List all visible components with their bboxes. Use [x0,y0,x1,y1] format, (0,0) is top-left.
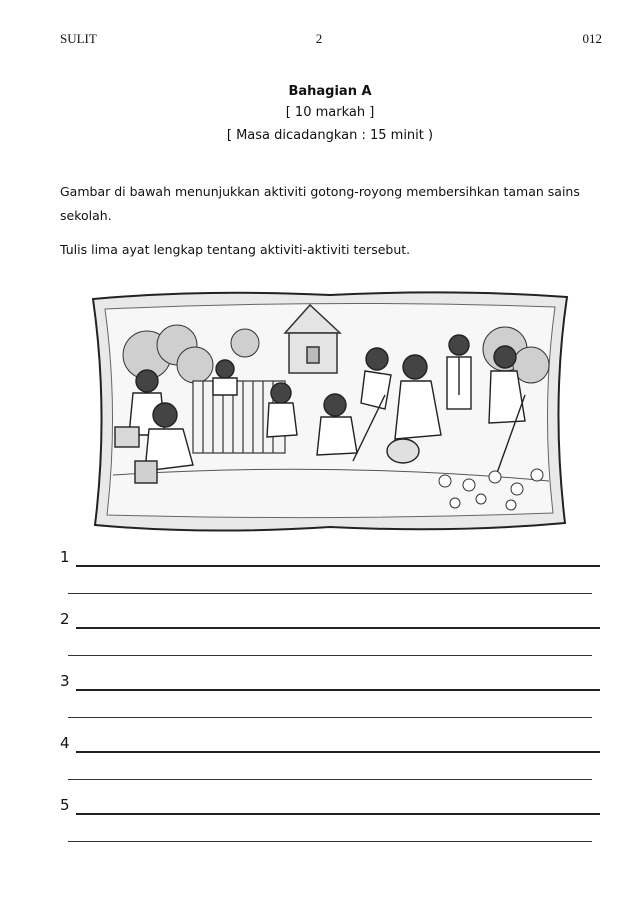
answer-number: 1 [60,548,70,566]
answer-line[interactable] [68,655,592,656]
answer-line[interactable] [68,717,592,718]
answer-line[interactable] [76,627,600,629]
section-time: [ Masa dicadangkan : 15 minit ) [226,128,434,143]
answer-number: 3 [60,672,70,690]
answer-line[interactable] [68,593,592,594]
instruction-2: Tulis lima ayat lengkap tentang aktiviti-aktiviti tersebut. [60,242,411,257]
answer-line[interactable] [76,751,600,753]
section-title: Bahagian A [288,84,372,99]
answer-line[interactable] [68,779,592,780]
answer-line[interactable] [76,565,600,567]
instruction-1: Gambar di bawah menunjukkan aktiviti gotong-royong membersihkan taman sains sekolah. [60,184,580,223]
answer-number: 2 [60,610,70,628]
page-number: 2 [315,31,323,46]
answer-number: 5 [60,796,70,814]
answer-number: 4 [60,734,70,752]
answer-line[interactable] [76,689,600,691]
answer-line[interactable] [76,813,600,815]
section-marks: [ 10 markah ] [285,105,375,120]
header-right: 012 [582,31,602,46]
gotong-royong-illustration [85,285,575,535]
answer-line[interactable] [68,841,592,842]
header-left: SULIT [60,31,97,46]
